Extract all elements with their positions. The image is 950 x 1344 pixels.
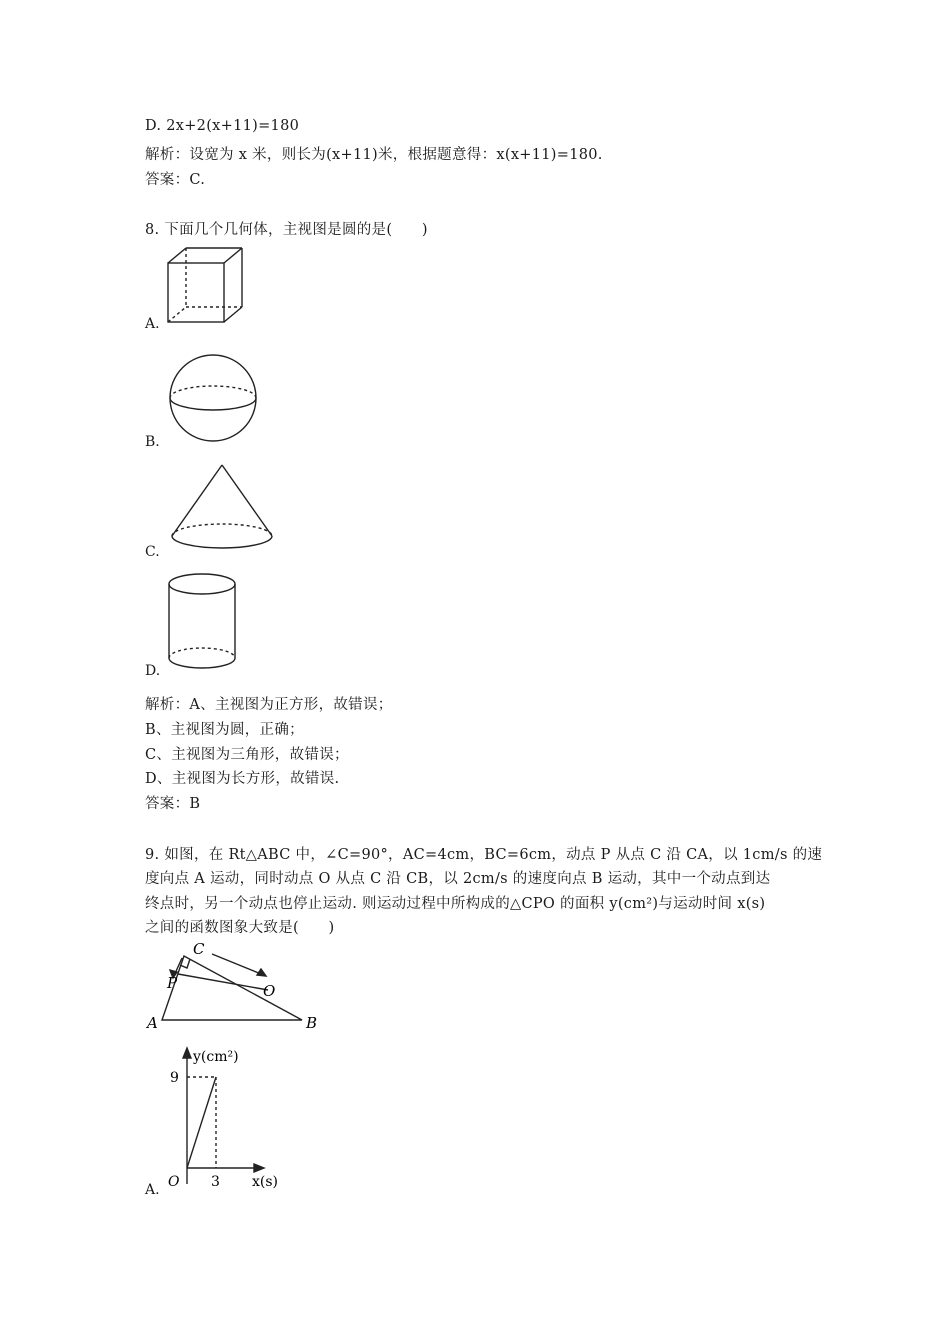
q7-answer: 答案：C. <box>145 172 206 188</box>
q8-analysis-3: C、主视图为三角形，故错误； <box>145 747 349 763</box>
q8-option-b-label: B. <box>145 434 160 450</box>
q8-option-a-label: A. <box>145 316 160 332</box>
q9-question-line-2: 度向点 A 运动，同时动点 O 从点 C 沿 CB，以 2cm/s 的速度向点 B 运动，其中一个动点到达 <box>145 871 771 887</box>
q8-question: 8. 下面几个几何体，主视图是圆的是( ) <box>145 222 428 238</box>
q8-analysis-2: B、主视图为圆，正确； <box>145 722 304 738</box>
q8-answer: 答案：B <box>145 796 201 812</box>
graph-x-axis-label: x(s) <box>252 1174 279 1190</box>
triangle-label-o: O <box>263 982 276 1000</box>
q8-option-d-label: D. <box>145 663 161 679</box>
triangle-label-b: B <box>306 1014 318 1032</box>
q9-question-line-1: 9. 如图，在 Rt△ABC 中，∠C=90°，AC=4cm，BC=6cm，动点 P 从点 C 沿 CA，以 1cm/s 的速 <box>145 847 823 863</box>
graph-y-axis-label: y(cm²) <box>193 1049 239 1065</box>
q8-analysis-1: 解析：A、主视图为正方形，故错误； <box>145 697 393 713</box>
triangle-label-c: C <box>193 940 205 958</box>
q9-question-line-4: 之间的函数图象大致是( ) <box>145 920 335 936</box>
graph-y-tick-9: 9 <box>170 1070 179 1086</box>
cube-figure <box>160 244 255 334</box>
q9-option-a-graph <box>160 1044 300 1194</box>
triangle-label-p: P <box>167 974 178 992</box>
q7-analysis: 解析：设宽为 x 米，则长为(x+11)米，根据题意得：x(x+11)=180. <box>145 147 603 163</box>
graph-origin-label: O <box>168 1174 180 1190</box>
q8-option-c-label: C. <box>145 544 160 560</box>
sphere-figure <box>166 352 262 448</box>
q9-question-line-3: 终点时，另一个动点也停止运动. 则运动过程中所构成的△CPO 的面积 y(cm²)与运动时间 x(s) <box>145 896 766 912</box>
graph-x-tick-3: 3 <box>211 1174 220 1190</box>
cone-figure <box>164 462 280 554</box>
triangle-figure <box>140 938 330 1034</box>
cylinder-figure <box>162 570 244 674</box>
q8-analysis-4: D、主视图为长方形，故错误. <box>145 771 340 787</box>
q7-option-d: D. 2x+2(x+11)=180 <box>145 118 300 134</box>
triangle-label-a: A <box>147 1014 158 1032</box>
q9-option-a-label: A. <box>145 1182 160 1198</box>
